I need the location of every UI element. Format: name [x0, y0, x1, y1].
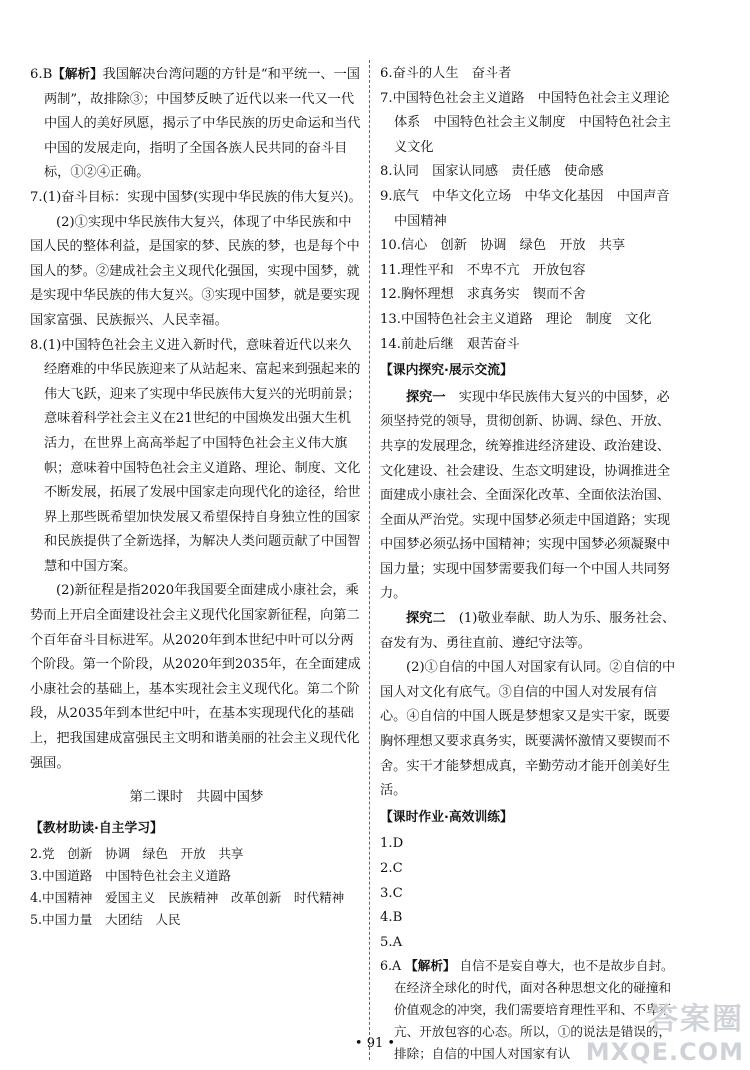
explore-two-text: (1)敬业奉献、助人为乐、服务社会、奋发有为、勇往直前、遵纪守法等。	[380, 611, 676, 651]
answer-text: 自信不是妄自尊大，也不是故步自封。在经济全球化的时代，面对各种思想文化的碰撞和价值观念的冲突，我们需要培育理性平和、不卑不亢、开放包容的心态。所以，①的说法是错误的，排除；自信的中国人对国家有认	[394, 958, 674, 1062]
column-divider	[369, 60, 370, 1060]
section-heading-reading: 【教材助读·自主学习】	[30, 820, 163, 836]
left-column	[30, 62, 363, 931]
explore-two-label: 探究二	[406, 611, 446, 627]
list-item: 3.中国道路 中国特色社会主义道路	[30, 868, 231, 884]
list-item: 2.党 创新 协调 绿色 开放 共享	[30, 846, 244, 862]
answer-8-part2: (2)新征程是指2020年我国要全面建成小康社会，乘势而上开启全面建设社会主义现代化国家新征程，向第二个百年奋斗目标进军。从2020年到本世纪中叶可以分两个阶段。第一个阶段，从2020年到2035年，在全面建成小康社会的基础上，基本实现社会主义现代化。第二个阶段，从2035年到本世纪中叶，在基本实现现代化的基础上，把我国建成富强民主文明和谐美丽的社会主义现代化强国。	[30, 583, 361, 771]
list-item: 13.中国特色社会主义道路 理论 制度 文化	[380, 311, 652, 327]
page-number: • 91 •	[354, 1036, 396, 1051]
answer-8-part1: 8.(1)中国特色社会主义进入新时代，意味着近代以来久经磨难的中华民族迎来了从站起来、富起来到强起来的伟大飞跃，迎来了实现中华民族伟大复兴的光明前景；意味着科学社会主义在21世纪的中国焕发出强大生机活力，在世界上高高举起了中国特色社会主义伟大旗帜；意味着中国特色社会主义道路、理论、制度、文化不断发展，拓展了发展中国家走向现代化的途径，给世界上那些既希望加快发展又希望保持自身独立性的国家和民族提供了全新选择，为解决人类问题贡献了中国智慧和中国方案。	[30, 337, 361, 574]
list-item: 10.信心 创新 协调 绿色 开放 共享	[380, 238, 626, 254]
list-item: 4.中国精神 爱国主义 民族精神 改革创新 时代精神	[30, 890, 345, 906]
answer-number: 6.A	[380, 958, 402, 974]
explore-two-part2: (2)①自信的中国人对国家有认同。②自信的中国人对文化有底气。③自信的中国人对发展有信心。④自信的中国人既是梦想家又是实干家，既要胸怀理想又要求真务实，既要满怀激情又要锲而不舍。实干才能梦想成真，辛勤劳动才能开创美好生活。	[380, 660, 676, 799]
answer-7-part2: (2)①实现中华民族伟大复兴，体现了中华民族和中国人民的整体利益，是国家的梦、民族的梦，也是每个中国人的梦。②建成社会主义现代化强国，实现中国梦，就是实现中华民族的伟大复兴。③实现中国梦，就是要实现国家富强、民族振兴、人民幸福。	[30, 214, 360, 328]
answer-text: 我国解决台湾问题的方针是“和平统一、一国两制”，故排除③；中国梦反映了近代以来一代又一代中国人的美好夙愿，揭示了中华民族的历史命运和当代中国的发展走向，指明了全国各族人民共同的奋斗目标，①②④正确。	[44, 67, 361, 181]
lesson-subtitle: 第二课时 共圆中国梦	[129, 790, 264, 806]
section-heading-homework: 【课时作业·高效训练】	[380, 809, 513, 825]
list-item: 5.中国力量 大团结 人民	[30, 912, 181, 928]
explore-one-text: 实现中华民族伟大复兴的中国梦，必须坚持党的领导，贯彻创新、协调、绿色、开放、共享的发展理念，统筹推进经济建设、政治建设、文化建设、社会建设、生态文明建设，协调推进全面建成小康社会、全面深化改革、全面依法治国、全面从严治党。实现中国梦必须走中国道路；实现中国梦必须弘扬中国精神；实现中国梦必须凝聚中国力量；实现中国梦需要我们每一个中国人共同努力。	[380, 389, 671, 602]
list-item: 9.底气 中华文化立场 中华文化基因 中国声音 中国精神	[380, 188, 683, 229]
answer-number: 6.B	[30, 67, 53, 82]
list-item: 2.C	[380, 861, 403, 876]
list-item: 5.A	[380, 934, 403, 950]
list-item: 4.B	[380, 910, 403, 926]
answer-6	[30, 62, 363, 186]
reading-answers	[30, 843, 363, 931]
explore-two	[380, 607, 680, 656]
watermark	[586, 994, 744, 1066]
list-item: 6.奋斗的人生 奋斗者	[380, 66, 512, 81]
list-item: 8.认同 国家认同感 责任感 使命感	[380, 164, 604, 180]
list-item: 3.C	[380, 885, 403, 901]
explore-one-label: 探究一	[406, 389, 446, 405]
answer-7-part1: 7.(1)奋斗目标：实现中国梦(实现中华民族的伟大复兴)。	[30, 189, 362, 205]
explore-one	[380, 386, 680, 607]
list-item: 11.理性平和 不卑不亢 开放包容	[380, 262, 586, 278]
watermark-url: MXQE.COM	[585, 1038, 744, 1066]
watermark-logo: 答案圈	[648, 1002, 744, 1037]
list-item: 7.中国特色社会主义道路 中国特色社会主义理论体系 中国特色社会主义制度 中国特色社会主义文化	[380, 90, 671, 155]
analysis-label: 【解析】	[52, 66, 103, 81]
analysis-label: 【解析】	[405, 958, 456, 974]
list-item: 1.D	[380, 836, 404, 852]
list-item: 14.前赴后继 艰苦奋斗	[380, 336, 520, 352]
right-column	[380, 62, 683, 1065]
section-heading-explore: 【课内探究·展示交流】	[380, 363, 513, 379]
list-item: 12.胸怀理想 求真务实 锲而不舍	[380, 287, 586, 303]
